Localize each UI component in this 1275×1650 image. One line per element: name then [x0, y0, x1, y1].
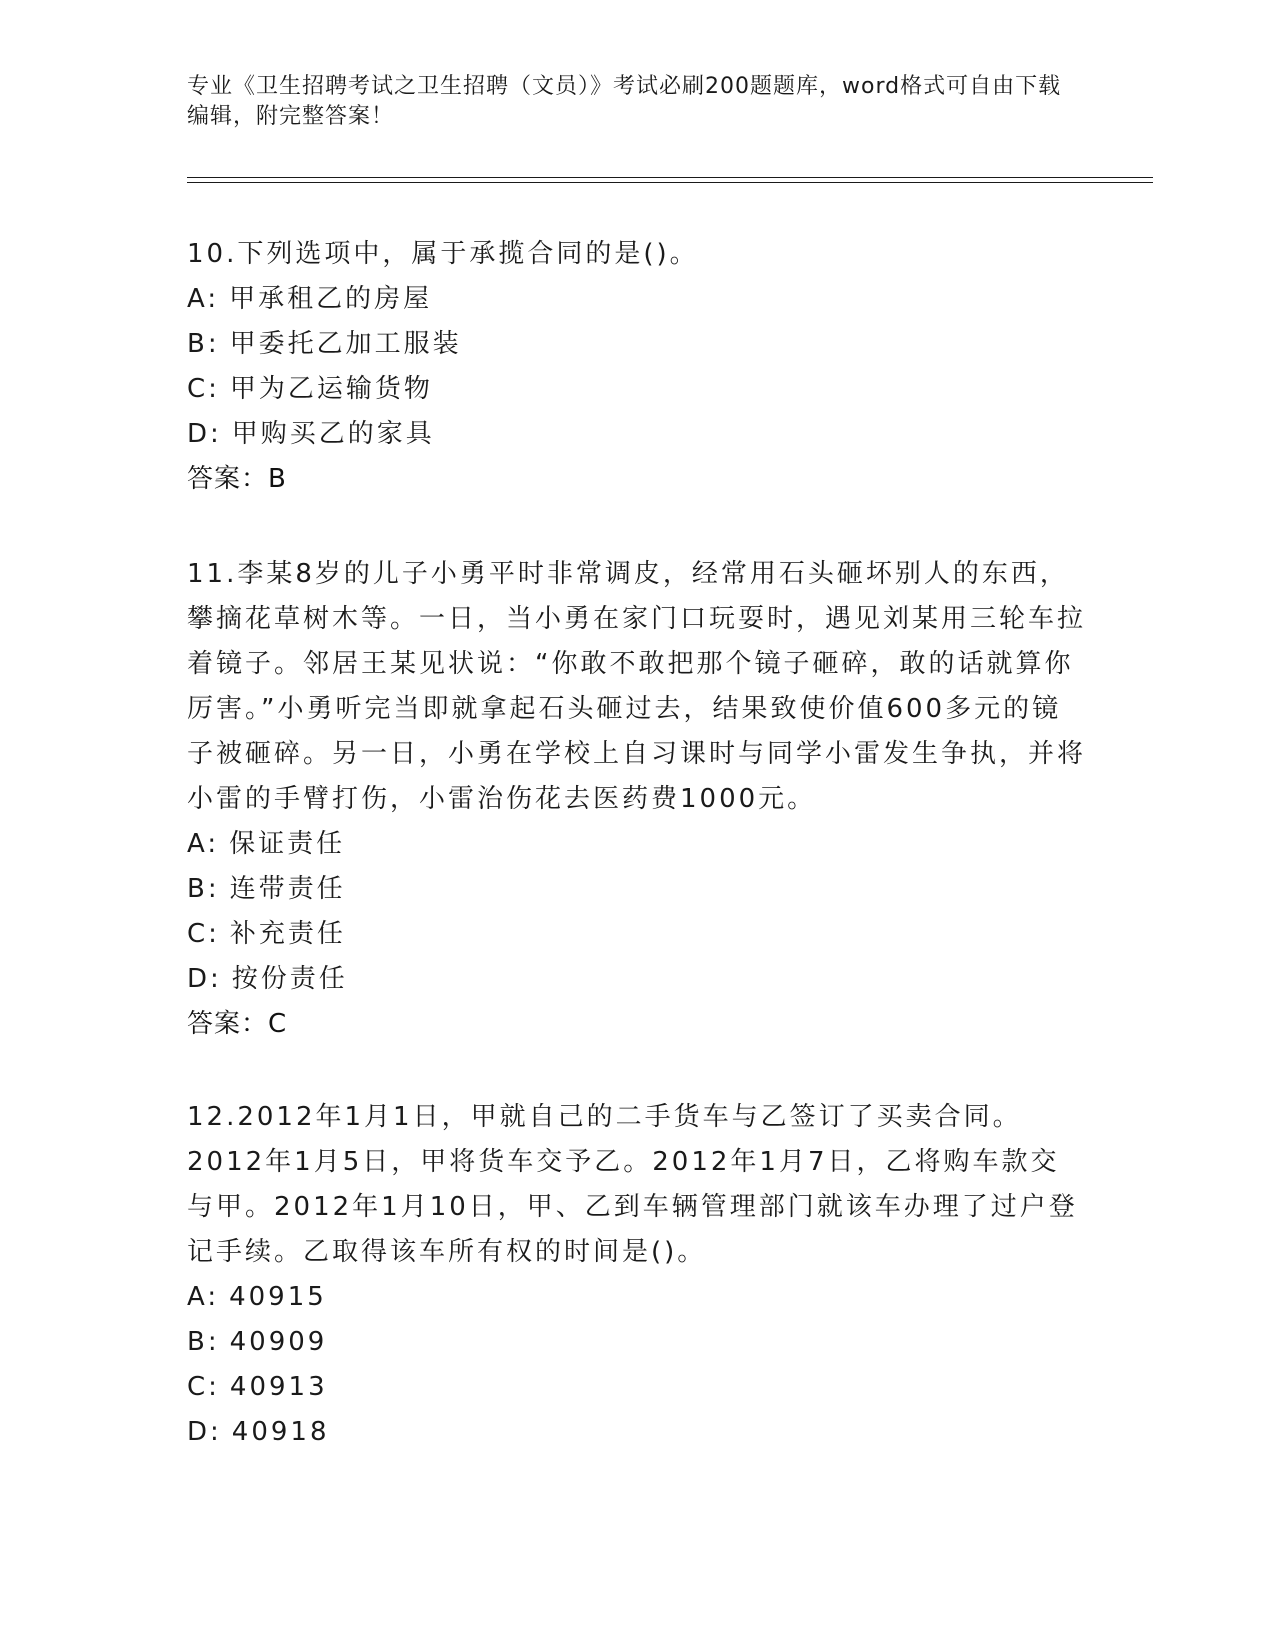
option-a [187, 277, 1087, 322]
option-d [187, 412, 1087, 457]
option-text: 甲购买乙的家具 [231, 419, 435, 449]
option-key: A: [187, 1282, 220, 1312]
option-text: 甲承租乙的房屋 [229, 284, 433, 314]
option-a [187, 822, 1087, 867]
option-a [187, 1275, 1087, 1320]
option-key: C: [187, 374, 220, 404]
answer-line: 答案：B [187, 464, 287, 494]
option-b [187, 1320, 1087, 1365]
option-text: 40913 [229, 1372, 328, 1402]
option-key: A: [187, 284, 220, 314]
question-stem: 12.2012年1月1日，甲就自己的二手货车与乙签订了买卖合同。2012年1月5日，甲将货车交予乙。2012年1月7日，乙将购车款交与甲。2012年1月10日，甲、乙到车辆管理部门就该车办理了过户登记手续。乙取得该车所有权的时间是()。 [187, 1102, 1078, 1267]
question-11 [187, 552, 1087, 1047]
option-key: C: [187, 919, 220, 949]
option-key: B: [187, 1327, 220, 1357]
option-key: D: [187, 964, 222, 994]
question-stem: 10.下列选项中，属于承揽合同的是()。 [187, 239, 699, 269]
question-10 [187, 232, 1087, 502]
option-text: 甲委托乙加工服装 [229, 329, 462, 359]
option-b [187, 322, 1087, 367]
option-text: 40918 [231, 1417, 330, 1447]
option-text: 甲为乙运输货物 [229, 374, 433, 404]
option-text: 补充责任 [229, 919, 346, 949]
option-text: 40909 [229, 1327, 328, 1357]
answer-line: 答案：C [187, 1009, 288, 1039]
option-c [187, 1365, 1087, 1410]
header-divider-bottom [187, 182, 1153, 183]
option-text: 按份责任 [231, 964, 348, 994]
option-d [187, 1410, 1087, 1455]
document-header: 专业《卫生招聘考试之卫生招聘（文员）》考试必刷200题题库，word格式可自由下载编辑，附完整答案！ [187, 74, 1062, 129]
option-key: B: [187, 874, 220, 904]
option-c [187, 367, 1087, 412]
option-key: B: [187, 329, 220, 359]
question-stem: 11.李某8岁的儿子小勇平时非常调皮，经常用石头砸坏别人的东西，攀摘花草树木等。一日，当小勇在家门口玩耍时，遇见刘某用三轮车拉着镜子。邻居王某见状说：“你敢不敢把那个镜子砸碎，敢的话就算你厉害。”小勇听完当即就拿起石头砸过去，结果致使价值600多元的镜子被砸碎。另一日，小勇在学校上自习课时与同学小雷发生争执，并将小雷的手臂打伤，小雷治伤花去医药费1000元。 [187, 559, 1087, 814]
option-key: A: [187, 829, 220, 859]
option-key: C: [187, 1372, 220, 1402]
question-12 [187, 1095, 1087, 1455]
option-d [187, 957, 1087, 1002]
option-c [187, 912, 1087, 957]
option-key: D: [187, 419, 222, 449]
option-text: 40915 [229, 1282, 327, 1312]
option-text: 保证责任 [229, 829, 346, 859]
option-key: D: [187, 1417, 222, 1447]
option-b [187, 867, 1087, 912]
header-divider-top [187, 177, 1153, 178]
option-text: 连带责任 [229, 874, 346, 904]
